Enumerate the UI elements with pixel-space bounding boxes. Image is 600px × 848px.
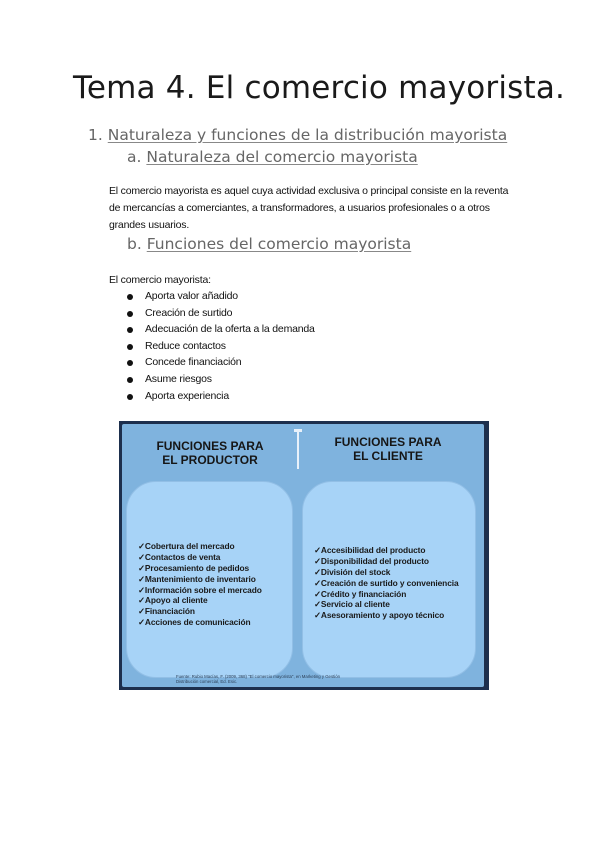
producer-functions-list: [138, 541, 262, 628]
list-item: ✓Asesoramiento y apoyo técnico: [314, 610, 445, 621]
list-item: Aporta experiencia: [125, 388, 315, 405]
functions-bullet-list: [125, 288, 315, 404]
figure-divider: [297, 429, 299, 469]
list-item: Concede financiación: [125, 354, 315, 371]
list-item: ✓Contactos de venta: [138, 551, 221, 562]
list-item: ✓Disponibilidad del producto: [314, 555, 429, 566]
section-number: 1.: [88, 126, 103, 144]
subsection-b-link[interactable]: Funciones del comercio mayorista: [146, 235, 412, 253]
section-heading-link[interactable]: Naturaleza y funciones de la distribución mayorista: [107, 126, 508, 144]
client-column-title: FUNCIONES PARA EL CLIENTE: [334, 435, 442, 463]
bullet-icon: [127, 344, 133, 350]
bullet-icon: [127, 394, 133, 400]
producer-column-title: FUNCIONES PARA EL PRODUCTOR: [156, 439, 264, 467]
list-item: ✓Accesibilidad del producto: [314, 545, 426, 555]
list-item: ✓Acciones de comunicación: [138, 617, 251, 628]
list-item: ✓Cobertura del mercado: [138, 541, 235, 551]
subsection-heading-a: [127, 148, 418, 166]
list-item: ✓Apoyo al cliente: [138, 595, 208, 606]
subsection-letter-b: b.: [127, 235, 142, 253]
list-item: Creación de surtido: [125, 305, 315, 322]
subsection-heading-b: [127, 235, 411, 253]
figure-source: Fuente: Rubio Macías, F. (2009, 368) "El comercio mayorista", en Marketing y Gestión Distribución comercial, Ed. Esic.: [176, 674, 341, 684]
client-functions-list: [314, 545, 459, 621]
list-item: Reduce contactos: [125, 338, 315, 355]
list-item: ✓Mantenimiento de inventario: [138, 573, 256, 584]
subsection-a-link[interactable]: Naturaleza del comercio mayorista: [146, 148, 418, 166]
bullet-icon: [127, 327, 133, 333]
functions-intro: El comercio mayorista:: [109, 274, 211, 286]
subsection-letter-a: a.: [127, 148, 142, 166]
list-item: ✓Financiación: [138, 606, 195, 617]
bullet-icon: [127, 294, 133, 300]
list-item: Asume riesgos: [125, 371, 315, 388]
list-item: ✓División del stock: [314, 566, 391, 577]
page-title: Tema 4. El comercio mayorista.: [73, 70, 566, 106]
client-column: [302, 429, 474, 681]
list-item: Adecuación de la oferta a la demanda: [125, 321, 315, 338]
list-item: Aporta valor añadido: [125, 288, 315, 305]
bullet-icon: [127, 311, 133, 317]
bullet-icon: [127, 377, 133, 383]
producer-column: [124, 429, 296, 681]
functions-figure: [119, 421, 489, 690]
list-item: ✓Procesamiento de pedidos: [138, 562, 250, 573]
list-item: ✓Crédito y financiación: [314, 588, 407, 599]
nature-paragraph: El comercio mayorista es aquel cuya actividad exclusiva o principal consiste en la reventa de mercancías a comerciantes, a transformadores, a usuarios profesionales o a otros grandes usuarios.: [109, 185, 509, 231]
list-item: ✓Información sobre el mercado: [138, 584, 262, 595]
bullet-icon: [127, 360, 133, 366]
list-item: ✓Creación de surtido y conveniencia: [314, 577, 459, 588]
section-heading-1: [88, 126, 507, 144]
list-item: ✓Servicio al cliente: [314, 599, 390, 610]
